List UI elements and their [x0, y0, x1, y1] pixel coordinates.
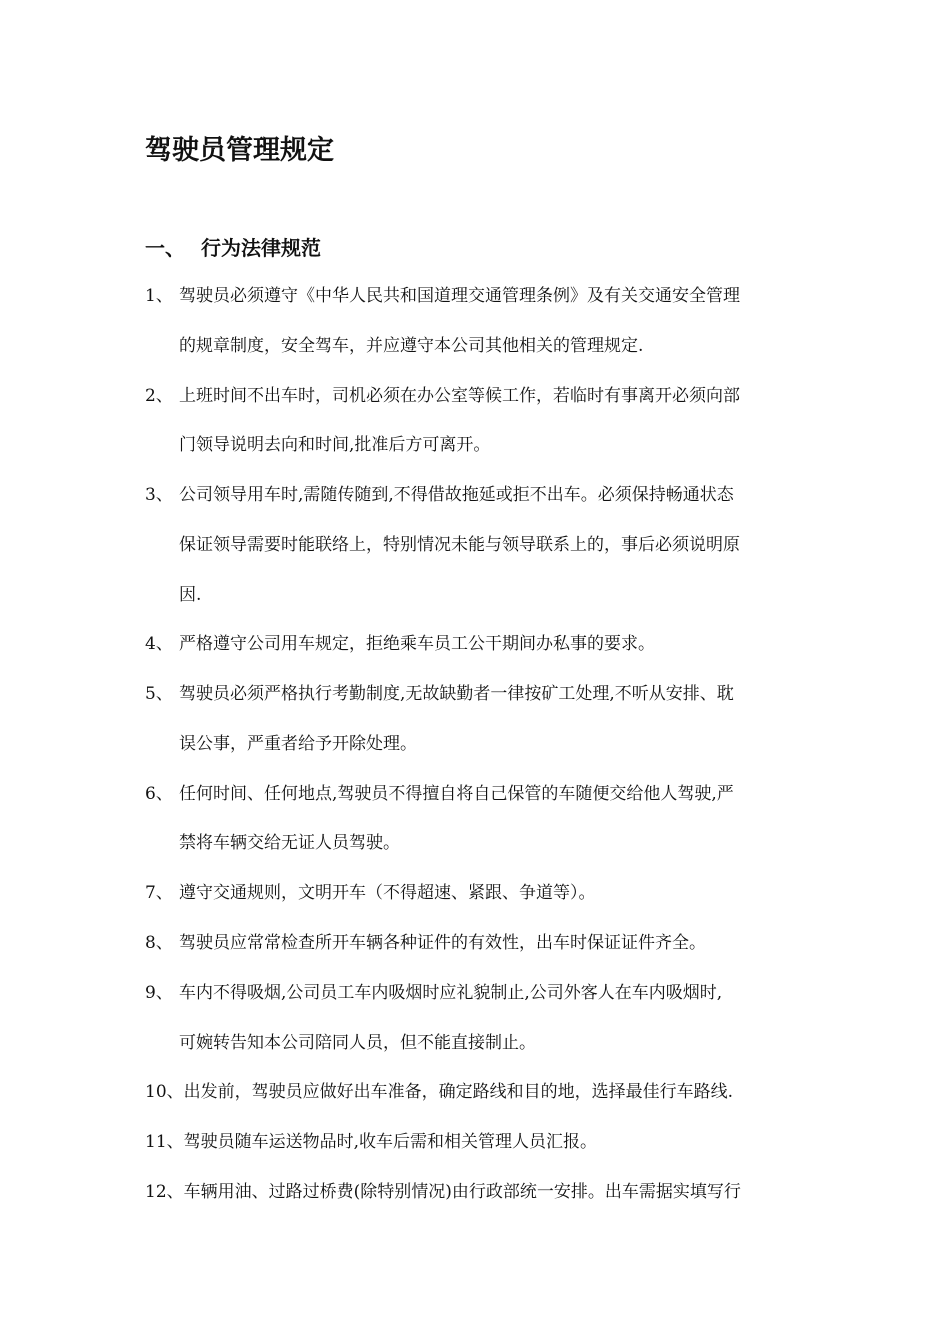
list-item-number: 2、: [145, 386, 173, 406]
list-item-5-line-2: 误公事，严重者给予开除处理。: [179, 734, 417, 754]
list-item-5-line-1: [145, 682, 734, 706]
list-item-number: 1、: [145, 286, 173, 306]
list-item-2-line-2: 门领导说明去向和时间,批准后方可离开。: [179, 435, 491, 455]
list-item-number: 7、: [145, 883, 173, 903]
list-item-text: 驾驶员应常常检查所开车辆各种证件的有效性，出车时保证证件齐全。: [179, 933, 706, 953]
list-item-number: 8、: [145, 933, 173, 953]
list-item-10-line-1: [145, 1080, 733, 1104]
section-heading-text: 行为法律规范: [201, 236, 321, 260]
list-item-3-line-2: 保证领导需要时能联络上，特别情况未能与领导联系上的，事后必须说明原: [179, 535, 740, 555]
list-item-text: 车内不得吸烟,公司员工车内吸烟时应礼貌制止,公司外客人在车内吸烟时,: [179, 983, 723, 1003]
list-item-2-line-1: [145, 384, 740, 408]
list-item-text: 驾驶员随车运送物品时,收车后需和相关管理人员汇报。: [183, 1132, 598, 1152]
list-item-text: 驾驶员必须遵守《中华人民共和国道理交通管理条例》及有关交通安全管理: [179, 286, 740, 306]
list-item-number: 12、: [145, 1182, 184, 1202]
list-item-1-line-1: [145, 284, 740, 308]
list-item-11-line-1: [145, 1130, 597, 1154]
list-item-text: 车辆用油、过路过桥费(除特别情况)由行政部统一安排。出车需据实填写行: [183, 1182, 741, 1202]
list-item-number: 5、: [145, 684, 173, 704]
list-item-1-line-2: 的规章制度，安全驾车，并应遵守本公司其他相关的管理规定.: [179, 336, 644, 356]
list-item-text: 出发前，驾驶员应做好出车准备，确定路线和目的地，选择最佳行车路线.: [183, 1082, 734, 1102]
section-heading: [145, 232, 321, 261]
list-item-6-line-1: [145, 782, 734, 806]
list-item-text: 驾驶员必须严格执行考勤制度,无故缺勤者一律按矿工处理,不听从安排、耽: [179, 684, 734, 704]
list-item-text: 遵守交通规则，文明开车（不得超速、紧跟、争道等）。: [179, 883, 596, 903]
list-item-3-line-1: [145, 483, 734, 507]
list-item-4-line-1: [145, 632, 655, 656]
list-item-number: 11、: [145, 1132, 184, 1152]
list-item-number: 10、: [145, 1082, 184, 1102]
list-item-text: 公司领导用车时,需随传随到,不得借故拖延或拒不出车。必须保持畅通状态: [179, 485, 734, 505]
list-item-9-line-2: 可婉转告知本公司陪同人员，但不能直接制止。: [179, 1033, 536, 1053]
list-item-number: 4、: [145, 634, 173, 654]
list-item-number: 9、: [145, 983, 173, 1003]
section-number: 一、: [145, 236, 185, 260]
list-item-9-line-1: [145, 981, 722, 1005]
list-item-3-line-3: 因.: [179, 585, 202, 605]
list-item-12-line-1: [145, 1180, 741, 1204]
list-item-text: 上班时间不出车时，司机必须在办公室等候工作，若临时有事离开必须向部: [179, 386, 740, 406]
list-item-8-line-1: [145, 931, 706, 955]
list-item-text: 任何时间、任何地点,驾驶员不得擅自将自己保管的车随便交给他人驾驶,严: [179, 784, 734, 804]
document-title: 驾驶员管理规定: [145, 135, 334, 166]
list-item-6-line-2: 禁将车辆交给无证人员驾驶。: [179, 833, 400, 853]
list-item-text: 严格遵守公司用车规定，拒绝乘车员工公干期间办私事的要求。: [179, 634, 655, 654]
list-item-number: 3、: [145, 485, 173, 505]
list-item-number: 6、: [145, 784, 173, 804]
list-item-7-line-1: [145, 881, 596, 905]
